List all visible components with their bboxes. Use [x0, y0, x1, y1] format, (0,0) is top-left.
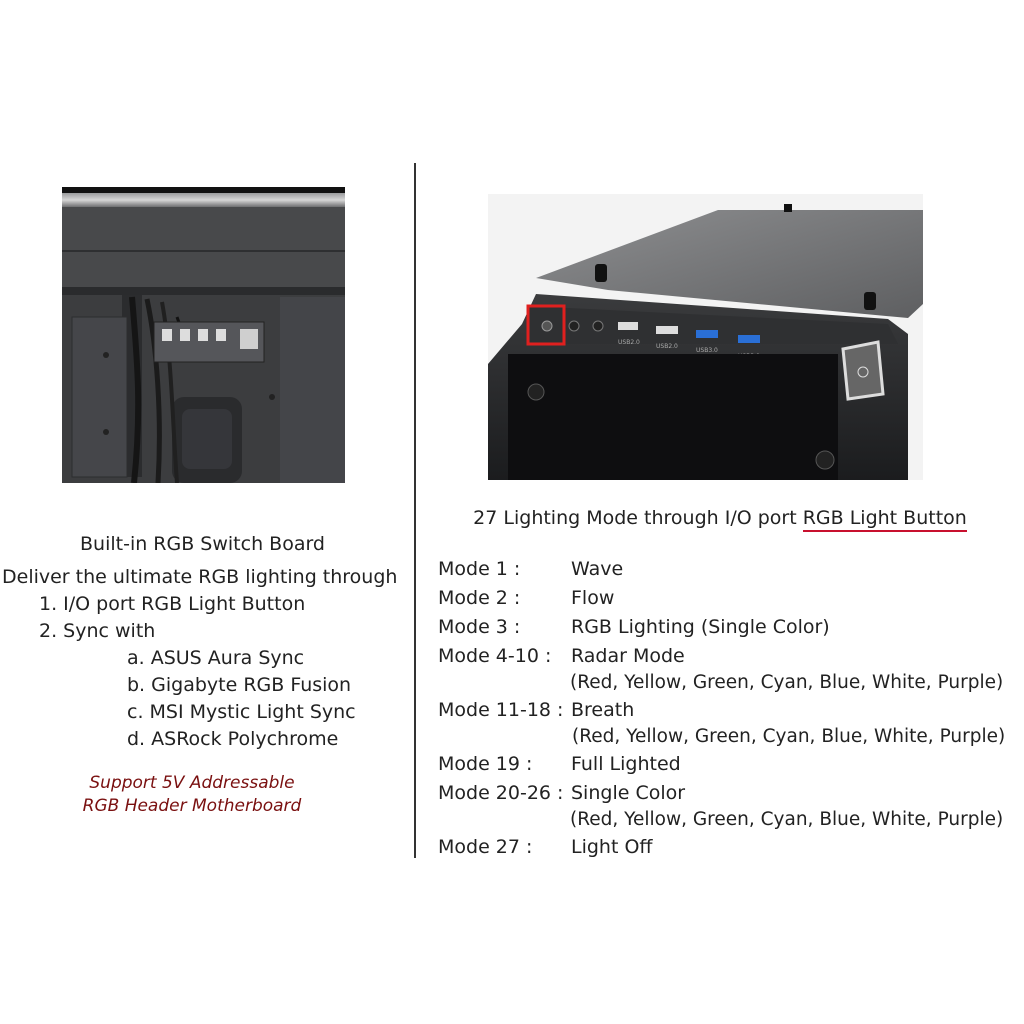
mode-color-list: (Red, Yellow, Green, Cyan, Blue, White, Purple) — [572, 726, 1006, 747]
port-label: USB3.0 — [696, 347, 718, 354]
case-io-illustration — [488, 194, 923, 480]
sync-item: b. Gigabyte RGB Fusion — [127, 674, 352, 696]
rgb-light-button-label: RGB Light Button — [803, 507, 967, 532]
mode-value: RGB Lighting (Single Color) — [571, 616, 830, 638]
sync-item: a. ASUS Aura Sync — [127, 647, 305, 669]
mode-label: Mode 2 : — [438, 587, 521, 609]
mode-value: Wave — [571, 558, 624, 580]
mode-label: Mode 3 : — [438, 616, 521, 638]
port-label: USB2.0 — [618, 339, 640, 346]
left-intro: Deliver the ultimate RGB lighting through — [2, 566, 398, 588]
mode-value: Flow — [571, 587, 615, 609]
switch-board-photo — [62, 187, 345, 483]
mode-row — [0, 751, 1024, 778]
left-title: Built-in RGB Switch Board — [80, 533, 325, 555]
port-label: USB2.0 — [656, 343, 678, 350]
support-note-line: Support 5V Addressable — [89, 773, 295, 793]
mode-row — [0, 614, 1024, 641]
mode-row — [0, 556, 1024, 583]
support-note-line: RGB Header Motherboard — [82, 796, 302, 816]
right-title — [440, 505, 1000, 532]
feature-item: 2. Sync with — [39, 620, 156, 642]
sync-item: c. MSI Mystic Light Sync — [127, 701, 356, 723]
mode-color-list: (Red, Yellow, Green, Cyan, Blue, White, Purple) — [570, 809, 1004, 830]
mode-label: Mode 4-10 : — [438, 645, 552, 667]
mode-row — [0, 834, 1024, 861]
switch-board-illustration — [62, 187, 345, 483]
mode-row — [0, 697, 1024, 751]
mode-label: Mode 27 : — [438, 836, 533, 858]
right-title-prefix: 27 Lighting Mode through I/O port — [473, 507, 803, 529]
mode-row — [0, 780, 1024, 834]
mode-label: Mode 11-18 : — [438, 699, 564, 721]
mode-value: Full Lighted — [571, 753, 681, 775]
mode-row — [0, 643, 1024, 697]
mode-row — [0, 585, 1024, 612]
mode-value: Breath — [571, 699, 635, 721]
mode-label: Mode 19 : — [438, 753, 533, 775]
case-io-photo — [488, 194, 923, 480]
feature-item: 1. I/O port RGB Light Button — [39, 593, 306, 615]
sync-item: d. ASRock Polychrome — [127, 728, 339, 750]
mode-label: Mode 1 : — [438, 558, 521, 580]
mode-label: Mode 20-26 : — [438, 782, 564, 804]
mode-value: Single Color — [571, 782, 686, 804]
mode-value: Light Off — [571, 836, 653, 858]
mode-color-list: (Red, Yellow, Green, Cyan, Blue, White, Purple) — [570, 672, 1004, 693]
mode-value: Radar Mode — [571, 645, 685, 667]
